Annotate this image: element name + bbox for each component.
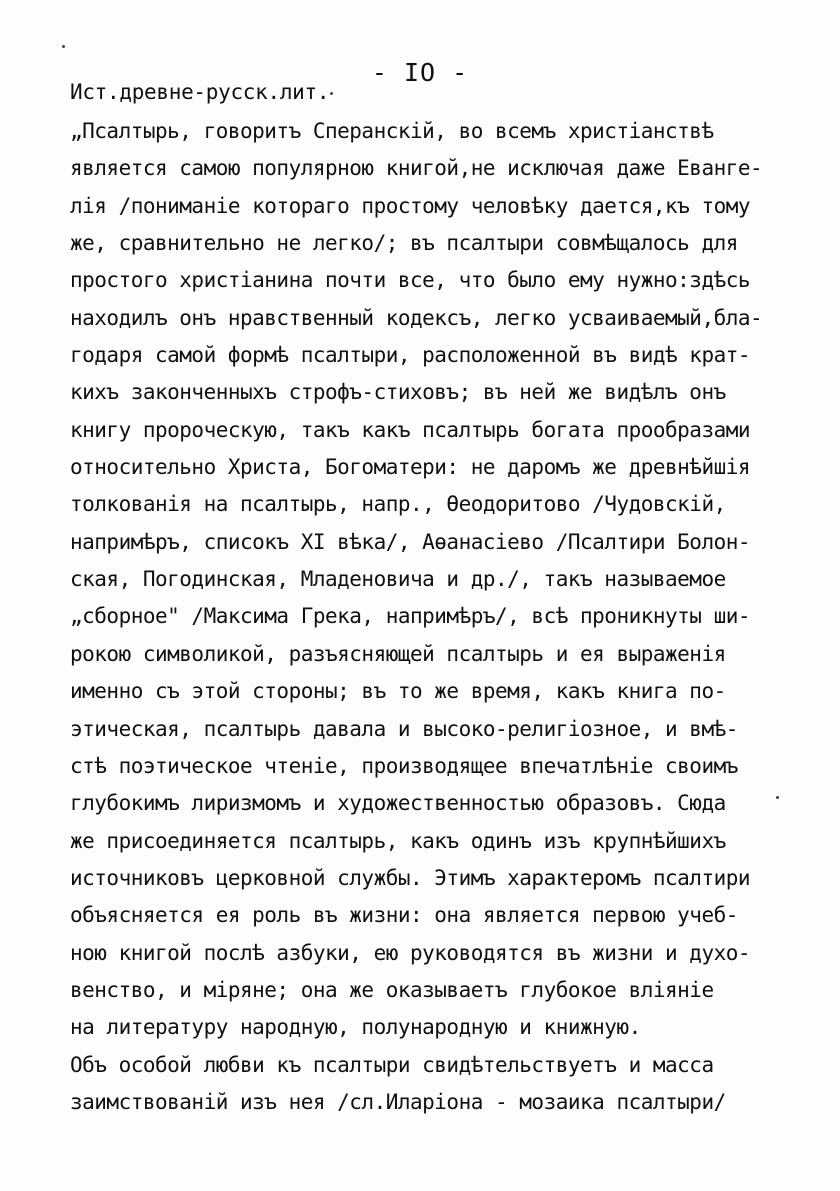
scan-speck — [776, 796, 779, 799]
text-line: лія /пониманіе котораго простому человѣку дается,къ тому — [70, 193, 751, 218]
text-line: же присоединяется псалтырь, какъ одинъ изъ крупнѣйшихъ — [70, 828, 726, 853]
text-line: годаря самой формѣ псалтыри, расположенной въ видѣ крат- — [70, 343, 751, 368]
text-line: относительно Христа, Богоматери: не даромъ же древнѣйшія — [70, 455, 751, 480]
text-line: является самою популярною книгой,не исключая даже Еванге- — [70, 156, 763, 181]
text-line: стѣ поэтическое чтеніе, производящее впечатлѣніе своимъ — [70, 753, 738, 778]
text-line: находилъ онъ нравственный кодексъ, легко усваиваемый,бла- — [70, 305, 763, 330]
text-line: книгу пророческую, такъ какъ псалтырь богата прообразами — [70, 417, 751, 442]
text-line: „Псалтырь, говоритъ Сперанскій, во всемъ христіанствѣ — [70, 119, 714, 143]
text-line: же, сравнительно не легко/; въ псалтыри совмѣщалось для — [70, 231, 738, 256]
text-line: заимствованій изъ нея /сл.Иларіона - мозаика псалтыри/ — [70, 1089, 726, 1114]
text-line: этическая, псалтырь давала и высоко-религіозное, и вмѣ- — [70, 716, 738, 741]
text-line: толкованія на псалтырь, напр., Ѳеодоритово /Чудовскій, — [70, 492, 726, 517]
text-line: ская, Погодинская, Младеновича и др./, такъ называемое — [70, 567, 726, 592]
text-line: именно съ этой стороны; въ то же время, какъ книга по- — [70, 679, 726, 704]
text-line: глубокимъ лиризмомъ и художественностью образовъ. Сюда — [70, 791, 726, 816]
page-number: - IO - — [371, 58, 469, 87]
text-line: кихъ законченныхъ строфъ-стиховъ; въ ней же видѣлъ онъ — [70, 380, 726, 405]
body-text — [70, 113, 770, 1121]
text-line: напримѣръ, списокъ XI вѣка/, Аѳанасіево /Псалтири Болон- — [70, 529, 751, 554]
text-line: источниковъ церковной службы. Этимъ характеромъ псалтири — [70, 865, 751, 890]
text-line: на литературу народную, полународную и книжную. — [70, 1015, 641, 1040]
scan-speck — [330, 92, 333, 95]
text-line: венство, и міряне; она же оказываетъ глубокое вліяніе — [70, 977, 714, 1002]
text-line: объясняется ея роль въ жизни: она является первою учеб- — [70, 903, 738, 928]
text-line: простого христіанина почти все, что было ему нужно:здѣсь — [70, 268, 751, 293]
text-line: „сборное" /Максима Грека, напримѣръ/, всѣ проникнуты ши- — [70, 604, 751, 629]
text-line: Объ особой любви къ псалтыри свидѣтельствуетъ и масса — [70, 1052, 714, 1077]
scan-speck — [62, 45, 65, 48]
header-note: Ист.древне-русск.лит. — [70, 80, 330, 104]
text-line: рокою символикой, разъясняющей псалтырь и ея выраженія — [70, 641, 726, 666]
text-line: ною книгой послѣ азбуки, ею руководятся въ жизни и духо- — [70, 940, 751, 965]
